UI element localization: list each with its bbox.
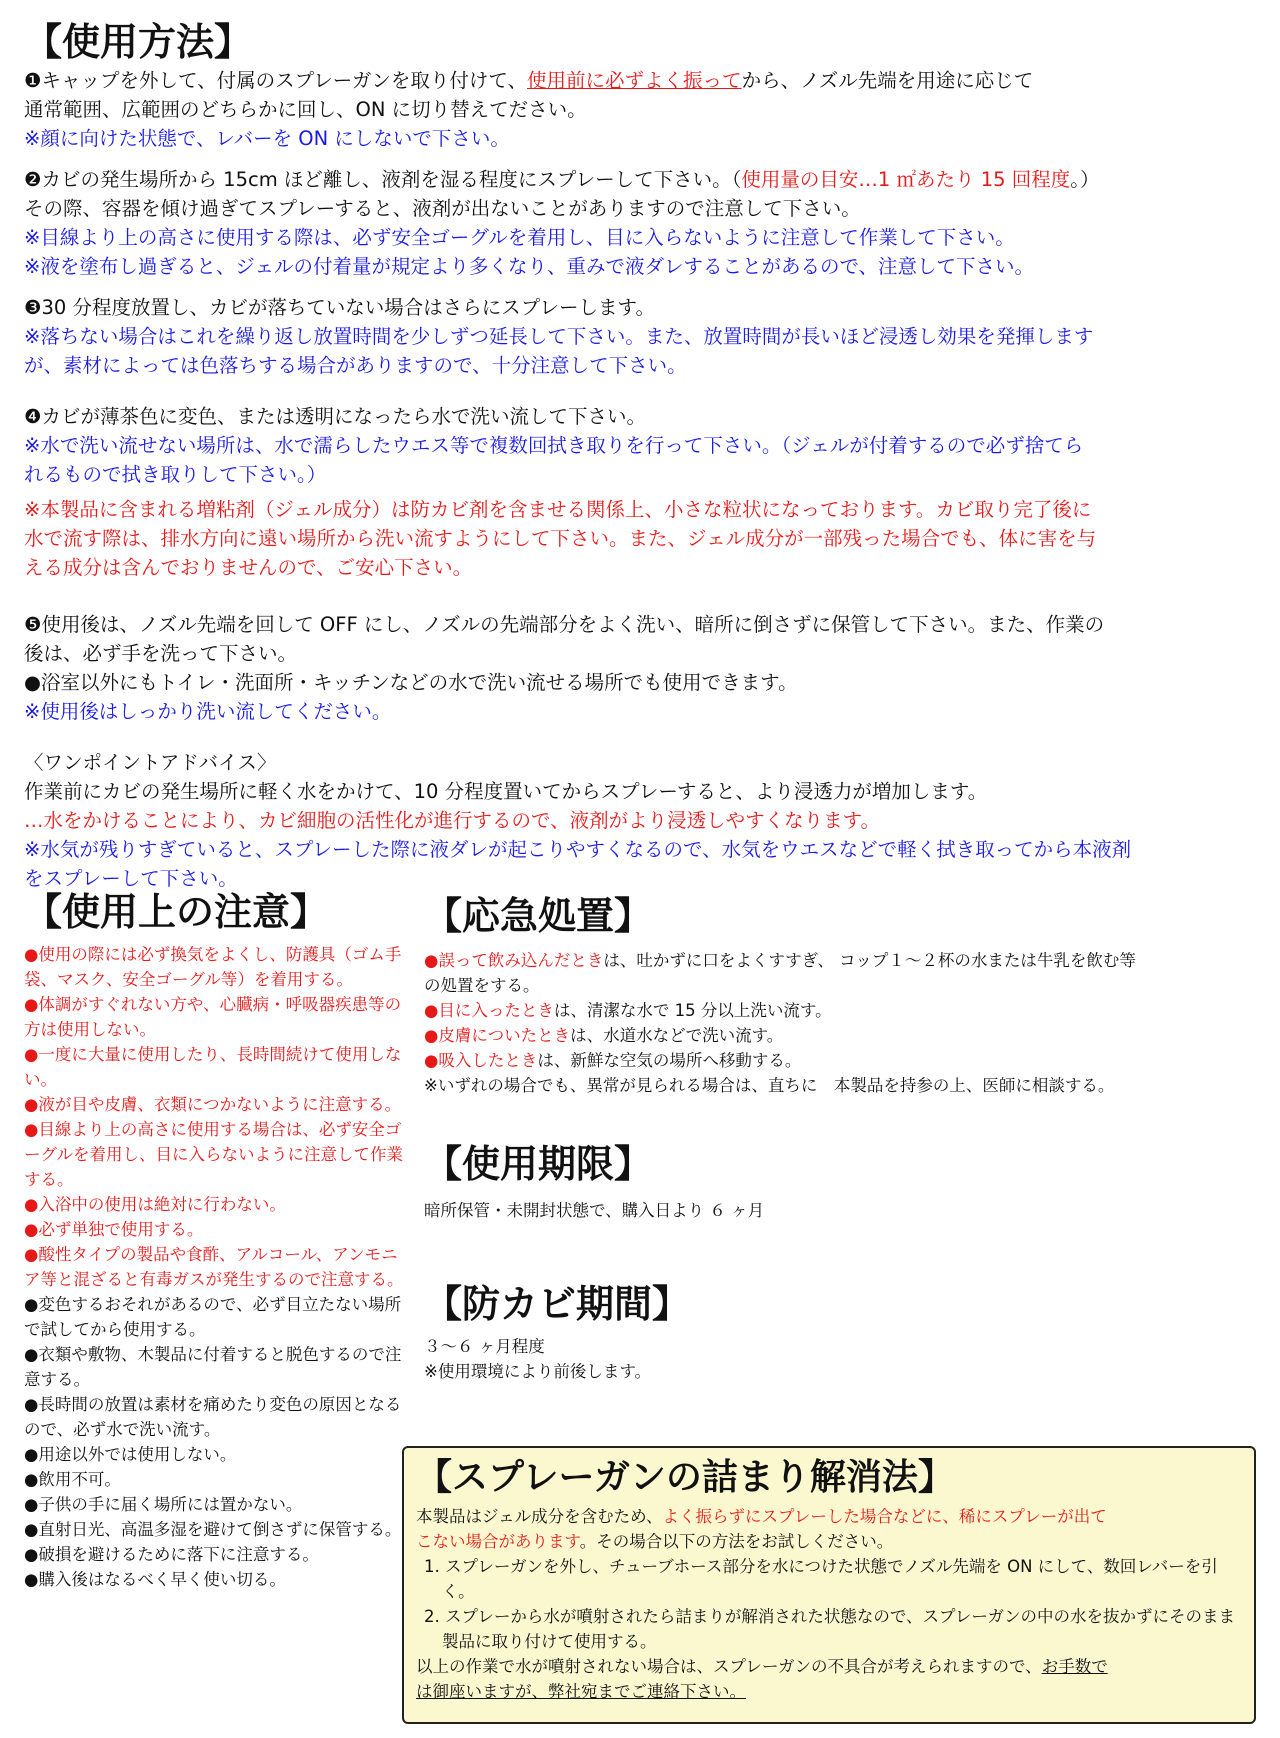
moldfree-text: ３～６ ヶ月程度: [424, 1337, 545, 1356]
step2-text-d: その際、容器を傾け過ぎてスプレーすると、液剤が出ないことがありますので注意して下さい。: [24, 197, 861, 220]
firstaid-inhale-text: は、新鮮な空気の場所へ移動する。: [537, 1051, 802, 1070]
step5-text-a: ❺使用後は、ノズル先端を回して OFF にし、ノズルの先端部分をよく洗い、暗所に倒さずに保管して下さい。また、作業の: [24, 613, 1105, 636]
expiry-text: 暗所保管・未開封状態で、購入日より ６ ヶ月: [424, 1201, 765, 1220]
caution-item: ●必ず単独で使用する。: [24, 1220, 204, 1239]
step3-note-1: ※落ちない場合はこれを繰り返し放置時間を少しずつ延長して下さい。また、放置時間が長いほど浸透し効果を発揮します: [24, 325, 1094, 348]
usage-section: [24, 18, 1264, 905]
firstaid-skin-label: ●皮膚についたとき: [424, 1026, 571, 1045]
step2-note-1: ※目線より上の高さに使用する際は、必ず安全ゴーグルを着用し、目に入らないように注意して作業して下さい。: [24, 226, 1015, 249]
advice-block: [24, 748, 1264, 893]
step4-red-2: 水で流す際は、排水方向に遠い場所から洗い流すようにして下さい。また、ジェル成分が一部残った場合でも、体に害を与: [24, 527, 1097, 550]
step4-note-2: れるもので拭き取りして下さい。）: [24, 463, 327, 486]
caution-item: ●液が目や皮膚、衣類につかないように注意する。: [24, 1095, 402, 1114]
step2-text-c: 。）: [1070, 168, 1100, 191]
step4-red-1: ※本製品に含まれる増粘剤（ジェル成分）は防カビ剤を含ませる関係上、小さな粒状になっております。カビ取り完了後に: [24, 498, 1092, 521]
clog-intro-red-2: こない場合があります: [416, 1532, 580, 1551]
step2-dosage: 使用量の目安…1 ㎡あたり 15 回程度: [741, 168, 1071, 191]
cautions-heading: 【使用上の注意】: [24, 890, 329, 934]
clog-outro-a: 以上の作業で水が噴射されない場合は、スプレーガンの不具合が考えられますので、: [416, 1657, 1042, 1676]
usage-step-4: [24, 402, 1264, 582]
step3-text: ❸30 分程度放置し、カビが落ちていない場合はさらにスプレーします。: [24, 296, 655, 319]
moldfree-section: [424, 1280, 1264, 1384]
clog-intro-a: 本製品はジェル成分を含むため、: [416, 1507, 663, 1526]
clog-fix-box: [402, 1446, 1256, 1724]
moldfree-heading: 【防カビ期間】: [424, 1282, 691, 1326]
step3-note-2: が、素材によっては色落ちする場合がありますので、十分注意して下さい。: [24, 354, 687, 377]
step5-note: ※使用後はしっかり洗い流してください。: [24, 700, 392, 723]
step2-text-a: ❷カビの発生場所から 15cm ほど離し、液剤を湿る程度にスプレーして下さい。（: [24, 168, 742, 191]
moldfree-note: ※使用環境により前後します。: [424, 1362, 652, 1381]
caution-item: ●購入後はなるべく早く使い切る。: [24, 1570, 286, 1589]
clog-step-2: 2. スプレーから水が噴射されたら詰まりが解消された状態なので、スプレーガンの中の水を抜かずにそのまま製品に取り付けて使用する。: [424, 1607, 1236, 1651]
cautions-list: [24, 942, 404, 1592]
step1-note: ※顔に向けた状態で、レバーを ON にしないで下さい。: [24, 127, 510, 150]
caution-item: ●目線より上の高さに使用する場合は、必ず安全ゴーグルを着用し、目に入らないように注意して作業する。: [24, 1120, 404, 1189]
firstaid-swallow-label: ●誤って飲み込んだとき: [424, 951, 604, 970]
usage-step-1: [24, 66, 1264, 153]
clog-outro-underline-1: お手数で: [1041, 1657, 1108, 1676]
expiry-section: [424, 1140, 1264, 1223]
advice-note-2: をスプレーして下さい。: [24, 867, 238, 890]
clog-intro-red-1: よく振らずにスプレーした場合などに、稀にスプレーが出て: [662, 1507, 1107, 1526]
usage-heading: 【使用方法】: [24, 20, 253, 64]
advice-red: …水をかけることにより、カビ細胞の活性化が進行するので、液剤がより浸透しやすくなります。: [24, 809, 881, 832]
caution-item: ●破損を避けるために落下に注意する。: [24, 1545, 319, 1564]
step5-text-c: ●浴室以外にもトイレ・洗面所・キッチンなどの水で洗い流せる場所でも使用できます。: [24, 671, 798, 694]
step4-red-3: える成分は含んでおりませんので、ご安心下さい。: [24, 556, 473, 579]
clog-outro-underline-2: は御座いますが、弊社宛までご連絡下さい。: [416, 1682, 746, 1701]
usage-step-5: [24, 610, 1264, 726]
caution-item: ●子供の手に届く場所には置かない。: [24, 1495, 303, 1514]
clog-intro-b: 。その場合以下の方法をお試しください。: [579, 1532, 894, 1551]
step4-note-1: ※水で洗い流せない場所は、水で濡らしたウエス等で複数回拭き取りを行って下さい。（ジェルが付着するので必ず捨てら: [24, 434, 1084, 457]
firstaid-heading: 【応急処置】: [424, 894, 653, 938]
step2-note-2: ※液を塗布し過ぎると、ジェルの付着量が規定より多くなり、重みで液ダレすることがあるので、注意して下さい。: [24, 255, 1035, 278]
usage-step-3: [24, 293, 1264, 380]
firstaid-section: [424, 892, 1264, 1098]
caution-item: ●酸性タイプの製品や食酢、アルコール、アンモニア等と混ざると有毒ガスが発生するので注意する。: [24, 1245, 404, 1289]
caution-item: ●直射日光、高温多湿を避けて倒さずに保管する。: [24, 1520, 402, 1539]
firstaid-swallow-text: は、吐かずに口をよくすすぎ、 コップ１～２杯の水または牛乳を飲む等: [603, 951, 1136, 970]
caution-item: ●入浴中の使用は絶対に行わない。: [24, 1195, 286, 1214]
clog-step-1: 1. スプレーガンを外し、チューブホース部分を水につけた状態でノズル先端を ON にして、数回レバーを引く。: [424, 1557, 1218, 1601]
cautions-section: [24, 888, 404, 1592]
usage-step-2: [24, 165, 1264, 281]
step1-shake-warning: 使用前に必ずよく振って: [527, 69, 742, 92]
caution-item: ●一度に大量に使用したり、長時間続けて使用しない。: [24, 1045, 402, 1089]
step1-text-c: から、ノズル先端を用途に応じて: [741, 69, 1034, 92]
step5-text-b: 後は、必ず手を洗って下さい。: [24, 642, 298, 665]
firstaid-eyes-text: は、清潔な水で 15 分以上洗い流す。: [553, 1001, 832, 1020]
advice-note-1: ※水気が残りすぎていると、スプレーした際に液ダレが起こりやすくなるので、水気をウエスなどで軽く拭き取ってから本液剤: [24, 838, 1132, 861]
caution-item: ●長時間の放置は素材を痛めたり変色の原因となるので、必ず水で洗い流す。: [24, 1395, 402, 1439]
caution-item: ●衣類や敷物、木製品に付着すると脱色するので注意する。: [24, 1345, 402, 1389]
firstaid-eyes-label: ●目に入ったとき: [424, 1001, 554, 1020]
clog-heading: 【スプレーガンの詰まり解消法】: [416, 1457, 954, 1498]
caution-item: ●使用の際には必ず換気をよくし、防護具（ゴム手袋、マスク、安全ゴーグル等）を着用する。: [24, 945, 402, 989]
caution-item: ●体調がすぐれない方や、心臓病・呼吸器疾患等の方は使用しない。: [24, 995, 402, 1039]
step1-text-a: ❶キャップを外して、付属のスプレーガンを取り付けて、: [24, 69, 528, 92]
expiry-heading: 【使用期限】: [424, 1142, 653, 1186]
firstaid-swallow-cont: の処置をする。: [424, 976, 540, 995]
step4-text: ❹カビが薄茶色に変色、または透明になったら水で洗い流して下さい。: [24, 405, 646, 428]
caution-item: ●飲用不可。: [24, 1470, 121, 1489]
caution-item: ●変色するおそれがあるので、必ず目立たない場所で試してから使用する。: [24, 1295, 402, 1339]
firstaid-skin-text: は、水道水などで洗い流す。: [570, 1026, 784, 1045]
advice-text: 作業前にカビの発生場所に軽く水をかけて、10 分程度置いてからスプレーすると、より浸透力が増加します。: [24, 780, 988, 803]
step1-text-d: 通常範囲、広範囲のどちらかに回し、ON に切り替えてださい。: [24, 98, 587, 121]
firstaid-inhale-label: ●吸入したとき: [424, 1051, 538, 1070]
advice-title: 〈ワンポイントアドバイス〉: [24, 751, 277, 774]
firstaid-note: ※いずれの場合でも、異常が見られる場合は、直ちに 本製品を持参の上、医師に相談する。: [424, 1076, 1115, 1095]
caution-item: ●用途以外では使用しない。: [24, 1445, 237, 1464]
